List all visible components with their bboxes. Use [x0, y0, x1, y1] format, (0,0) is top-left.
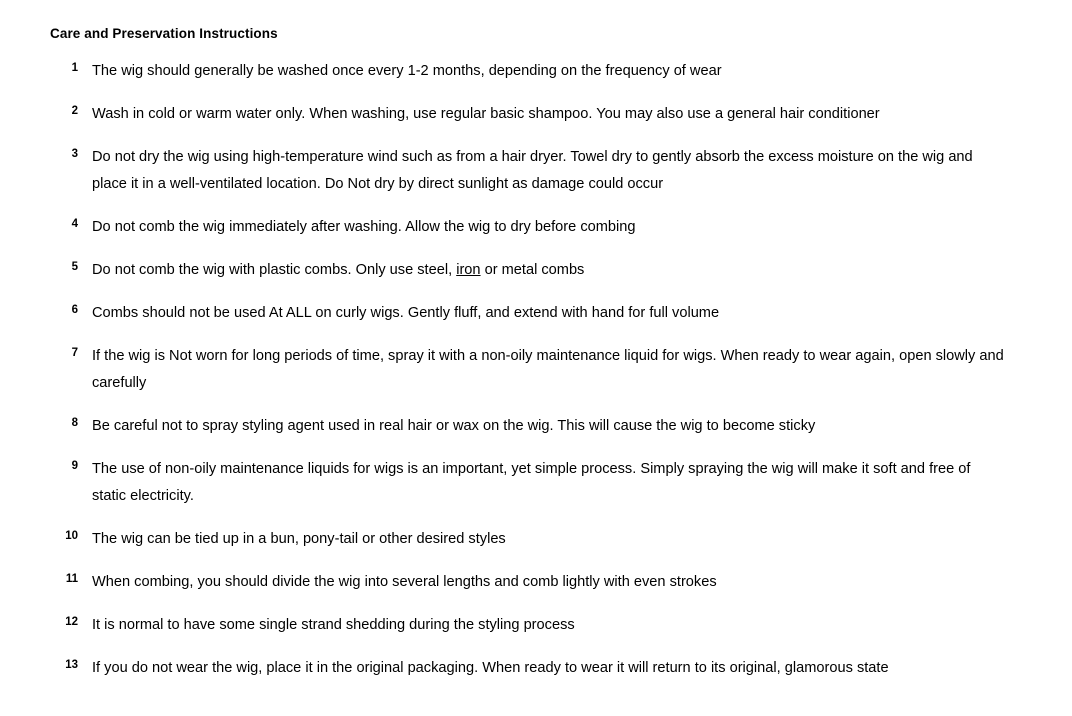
list-item	[50, 569, 1032, 596]
list-item-number: 6	[71, 304, 78, 317]
list-item-number: 5	[71, 261, 78, 274]
list-item	[50, 257, 1032, 284]
list-item-number: 13	[65, 658, 78, 671]
list-item-text-underlined: iron	[456, 262, 481, 279]
list-item	[50, 214, 1032, 241]
list-item	[50, 144, 1032, 198]
list-item-text	[92, 257, 584, 284]
list-item-number: 10	[65, 530, 78, 542]
list-item-number: 2	[71, 105, 78, 118]
list-item-text: If you do not wear the wig, place it in the original packaging. When ready to wear it will return to its original, glamorous state	[92, 659, 889, 676]
list-item	[50, 343, 1032, 397]
list-item-text-after: or metal combs	[480, 262, 585, 279]
list-item-text: Do not dry the wig using high-temperature wind such as from a hair dryer. Towel dry to gently absorb the excess moisture on the wig and place it in a well-ventilated location. Do Not dry by direct sunlight as damage could occur	[92, 149, 973, 193]
list-item-text: The wig should generally be washed once every 1-2 months, depending on the frequency of wear	[92, 63, 722, 80]
list-item-number: 3	[71, 148, 78, 161]
list-item	[50, 526, 1032, 553]
list-item-number: 7	[71, 347, 78, 360]
list-item-text: It is normal to have some single strand shedding during the styling process	[92, 616, 575, 633]
list-item-text: Wash in cold or warm water only. When washing, use regular basic shampoo. You may also use a general hair conditioner	[92, 106, 880, 123]
list-item-text-before: Do not comb the wig with plastic combs. Only use steel,	[92, 262, 457, 279]
list-item	[50, 612, 1032, 639]
list-item	[50, 300, 1032, 327]
list-item-text: The use of non-oily maintenance liquids for wigs is an important, yet simple process. Simply spraying the wig will make it soft and free of static electricity.	[92, 461, 971, 505]
list-item-number: 11	[65, 572, 78, 585]
list-item-number: 8	[71, 417, 78, 430]
list-item	[50, 58, 1032, 85]
list-item-number: 1	[71, 62, 78, 75]
list-item	[50, 101, 1032, 128]
list-item-text: If the wig is Not worn for long periods of time, spray it with a non-oily maintenance liquid for wigs. When ready to wear again, open slowly and carefully	[92, 348, 1004, 392]
list-item	[50, 413, 1032, 440]
list-item-number: 9	[71, 460, 78, 473]
list-item-text: Do not comb the wig immediately after washing. Allow the wig to dry before combing	[92, 219, 636, 236]
list-item-text: The wig can be tied up in a bun, pony-tail or other desired styles	[92, 531, 506, 547]
list-item-number: 12	[65, 615, 78, 628]
list-item	[50, 456, 1032, 510]
instructions-list	[50, 58, 1032, 682]
list-item-text: When combing, you should divide the wig into several lengths and comb lightly with even strokes	[92, 573, 717, 590]
list-item-text: Be careful not to spray styling agent used in real hair or wax on the wig. This will cause the wig to become sticky	[92, 418, 816, 435]
list-item-number: 4	[71, 218, 78, 231]
list-item-text: Combs should not be used At ALL on curly wigs. Gently fluff, and extend with hand for full volume	[92, 305, 720, 322]
list-item	[50, 655, 1032, 682]
page-title: Care and Preservation Instructions	[50, 26, 278, 41]
